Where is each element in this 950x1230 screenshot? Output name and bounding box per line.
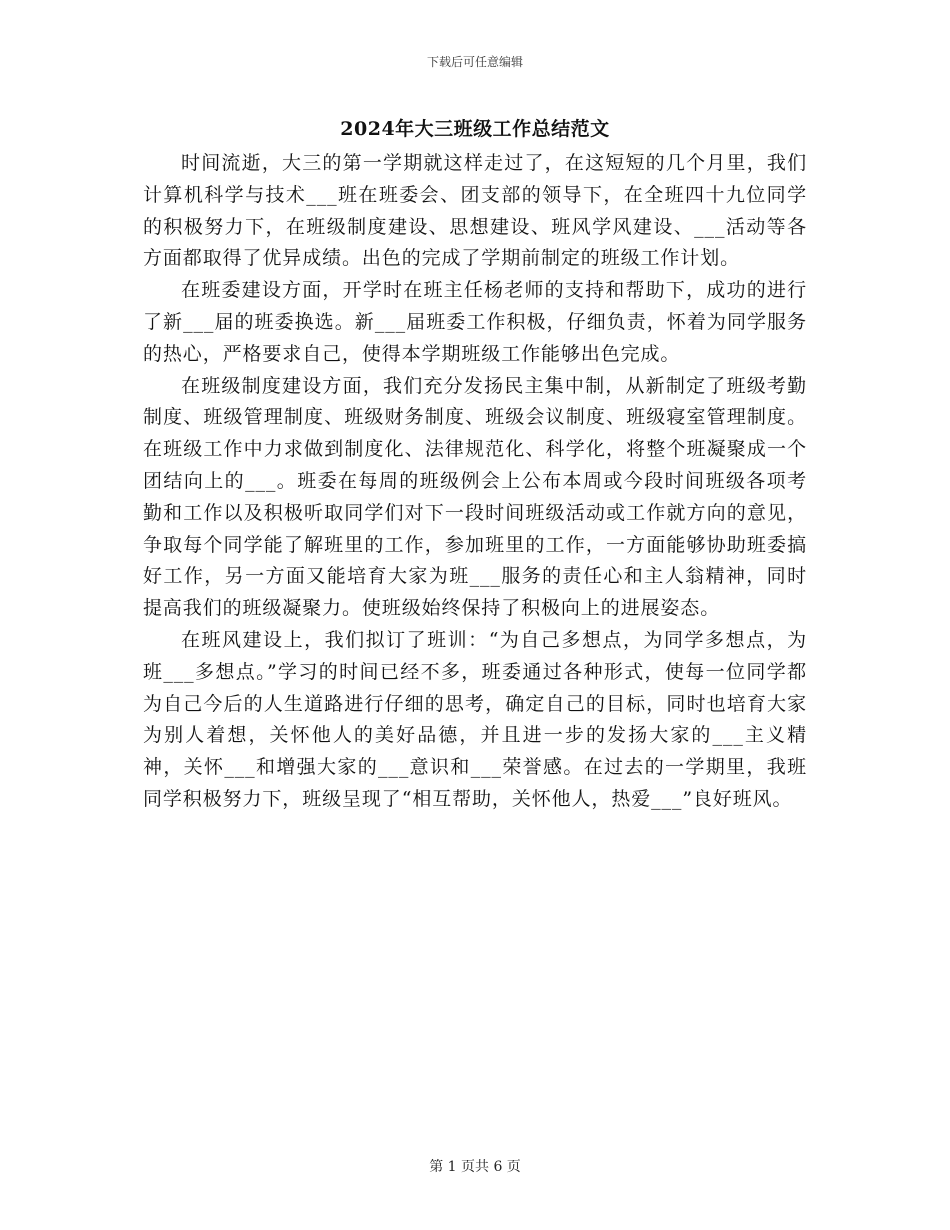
header-note: 下载后可任意编辑 (426, 55, 523, 69)
body-paragraph: 时间流逝，大三的第一学期就这样走过了，在这短短的几个月里，我们计算机科学与技术___班在班委会、团支部的领导下，在全班四十九位同学的积极努力下，在班级制度建设、思想建设、班风学风建设、___活动等各方面都取得了优异成绩。出色的完成了学期前制定的班级工作计划。 (143, 152, 807, 270)
body-paragraph: 在班风建设上，我们拟订了班训：“为自己多想点，为同学多想点，为班___多想点。”学习的时间已经不多，班委通过各种形式，使每一位同学都为自己今后的人生道路进行仔细的思考，确定自己的目标，同时也培育大家为别人着想，关怀他人的美好品德，并且进一步的发扬大家的___主义精神，关怀___和增强大家的___意识和___荣誉感。在过去的一学期里，我班同学积极努力下，班级呈现了“相互帮助，关怀他人，热爱___”良好班风。 (143, 628, 807, 810)
document-title: 2024年大三班级工作总结范文 (340, 118, 610, 140)
body-paragraph: 在班级制度建设方面，我们充分发扬民主集中制，从新制定了班级考勤制度、班级管理制度、班级财务制度、班级会议制度、班级寝室管理制度。在班级工作中力求做到制度化、法律规范化、科学化，将整个班凝聚成一个团结向上的___。班委在每周的班级例会上公布本周或今段时间班级各项考勤和工作以及积极听取同学们对下一段时间班级活动或工作就方向的意见，争取每个同学能了解班里的工作，参加班里的工作，一方面能够协助班委搞好工作，另一方面又能培育大家为班___服务的责任心和主人翁精神，同时提高我们的班级凝聚力。使班级始终保持了积极向上的进展姿态。 (143, 374, 807, 620)
document-body (143, 148, 807, 816)
body-paragraph: 在班委建设方面，开学时在班主任杨老师的支持和帮助下，成功的进行了新___届的班委换选。新___届班委工作积极，仔细负责，怀着为同学服务的热心，严格要求自己，使得本学期班级工作能够出色完成。 (143, 279, 807, 365)
page-number-footer: 第 1 页共 6 页 (429, 1159, 521, 1175)
